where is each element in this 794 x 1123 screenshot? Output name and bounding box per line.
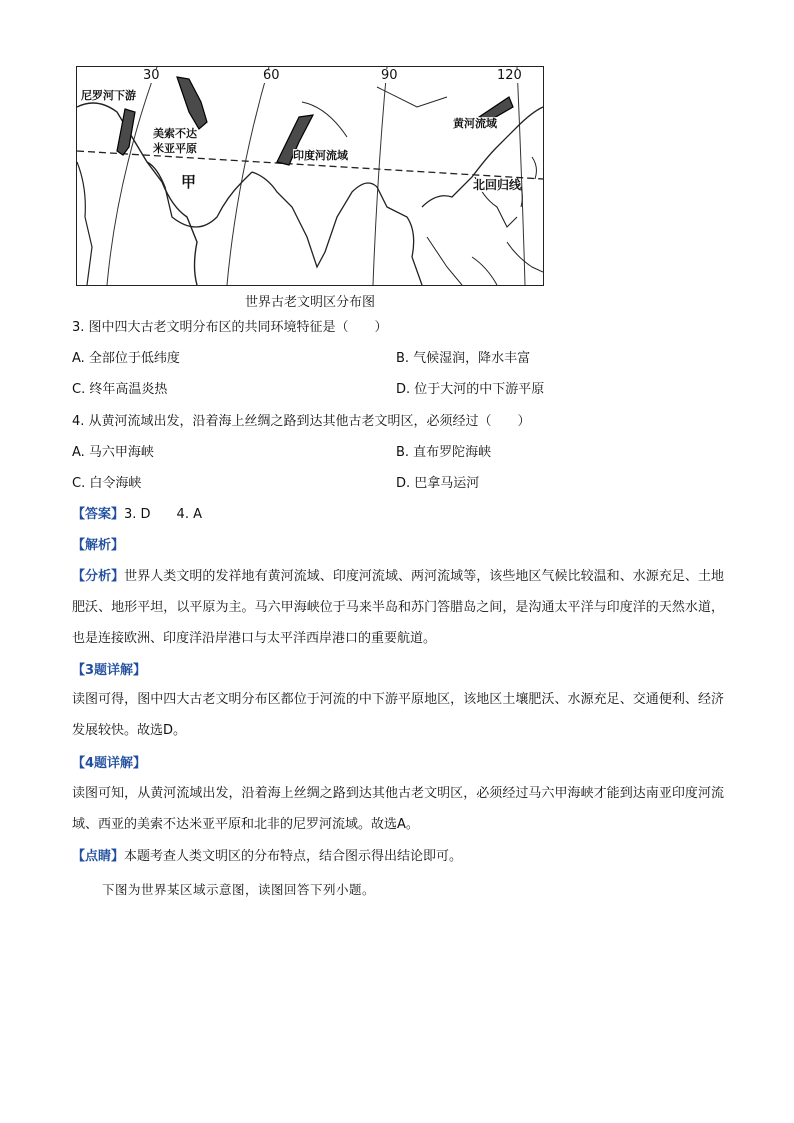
q3-option-b: B. 气候湿润，降水丰富 [396, 351, 531, 366]
q4-option-d: D. 巴拿马运河 [396, 476, 480, 491]
meridian-120 [517, 67, 525, 285]
coast-west [77, 162, 92, 285]
detail4-tag: 【4题详解】 [72, 756, 147, 771]
label-indus: 印度河流域 [293, 149, 348, 162]
q4-option-b: B. 直布罗陀海峡 [396, 445, 492, 460]
meridian-90 [373, 67, 387, 285]
q4-option-a: A. 马六甲海峡 [72, 445, 154, 460]
coast-inland [302, 87, 447, 137]
coast-islands [507, 157, 543, 272]
label-yellow-river: 黄河流域 [453, 117, 497, 130]
detail4-heading [72, 756, 146, 772]
analysis-tag: 【解析】 [72, 538, 125, 553]
label-mesopotamia-1: 美索不达 [153, 127, 197, 140]
fenxi-tag: 【分析】 [72, 569, 125, 584]
detail3-heading [72, 663, 146, 679]
detail3-tag: 【3题详解】 [72, 663, 147, 678]
answer-text: 3. D 4. A [124, 507, 202, 522]
map-drawing [77, 67, 543, 285]
next-question-intro: 下图为世界某区域示意图，读图回答下列小题。 [102, 882, 376, 897]
lon-label-120: 120 [497, 68, 522, 83]
q4-stem: 4. 从黄河流域出发，沿着海上丝绸之路到达其他古老文明区，必须经过（ ） [72, 414, 531, 429]
mesopotamia-region [177, 77, 207, 129]
label-tropic: 北回归线 [473, 178, 522, 192]
coast-arabia [147, 162, 252, 227]
analysis-heading [72, 538, 124, 554]
map-caption: 世界古老文明区分布图 [244, 295, 375, 310]
q3-stem: 3. 图中四大古老文明分布区的共同环境特征是（ ） [72, 320, 388, 335]
lon-label-30: 30 [143, 68, 160, 83]
detail3-paragraph: 读图可得，图中四大古老文明分布区都位于河流的中下游平原地区，该地区土壤肥沃、水源充足、交通便利、经济发展较快。故选D。 [72, 692, 724, 738]
q3-option-a: A. 全部位于低纬度 [72, 351, 180, 366]
q3-option-d: D. 位于大河的中下游平原 [396, 382, 545, 397]
coast-india [252, 172, 422, 285]
dianjing-text: 本题考查人类文明区的分布特点，结合图示得出结论即可。 [124, 849, 463, 864]
dianjing-tag: 【点睛】 [72, 849, 125, 864]
civilization-map [76, 66, 544, 286]
lon-label-90: 90 [381, 68, 398, 83]
answer-tag: 【答案】 [72, 507, 125, 522]
detail4-paragraph: 读图可知，从黄河流域出发，沿着海上丝绸之路到达其他古老文明区，必须经过马六甲海峡才能到达南亚印度河流域、西亚的美索不达米亚平原和北非的尼罗河流域。故选A。 [72, 786, 724, 832]
label-jia: 甲 [181, 173, 197, 191]
label-mesopotamia-2: 米亚平原 [153, 142, 197, 155]
label-nile: 尼罗河下游 [81, 89, 136, 102]
lon-label-60: 60 [263, 68, 280, 83]
q4-option-c: C. 白令海峡 [72, 476, 142, 491]
dianjing-line [72, 849, 462, 865]
fenxi-paragraph [72, 561, 724, 654]
q3-option-c: C. 终年高温炎热 [72, 382, 168, 397]
fenxi-text: 世界人类文明的发祥地有黄河流域、印度河流域、两河流域等，该些地区气候比较温和、水源充足、土地肥沃、地形平坦，以平原为主。马六甲海峡位于马来半岛和苏门答腊岛之间，是沟通太平洋与印度洋的天然水道，也是连接欧洲、印度洋沿岸港口与太平洋西岸港口的重要航道。 [72, 569, 724, 646]
coast-sea [427, 237, 497, 285]
answer-line [72, 507, 202, 523]
